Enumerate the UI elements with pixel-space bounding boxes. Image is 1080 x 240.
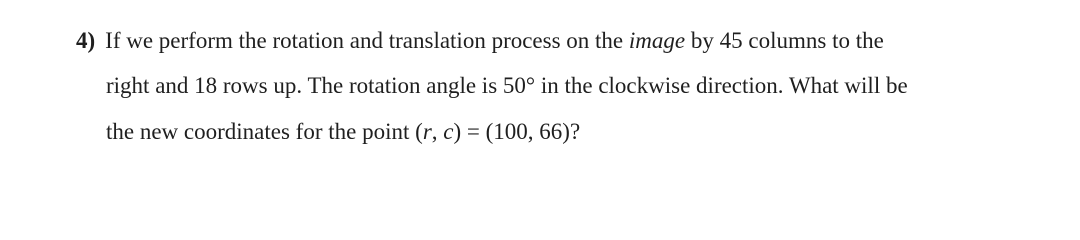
math-var-r: r <box>422 119 432 144</box>
question-number: 4) <box>76 28 96 53</box>
math-comma: , <box>431 119 444 144</box>
question-line-1 <box>76 27 884 55</box>
line2-text: right and 18 rows up. The rotation angle is 50° in the clockwise direction. What will be <box>106 73 908 98</box>
question-line-3 <box>106 118 580 146</box>
point-value: (100, 66) <box>485 119 570 144</box>
math-open-paren: ( <box>415 119 423 144</box>
math-equals: = <box>461 119 486 144</box>
question-line-2 <box>106 72 908 100</box>
line1-text-after: by 45 columns to the <box>685 28 884 53</box>
point-expression <box>415 119 570 144</box>
line3-text: the new coordinates for the point <box>106 119 416 144</box>
math-var-c: c <box>443 119 454 144</box>
question-mark: ? <box>569 119 581 144</box>
line1-text-before: If we perform the rotation and translation process on the <box>105 28 629 53</box>
math-close-paren: ) <box>453 119 462 144</box>
emphasized-word-image: image <box>628 28 686 53</box>
